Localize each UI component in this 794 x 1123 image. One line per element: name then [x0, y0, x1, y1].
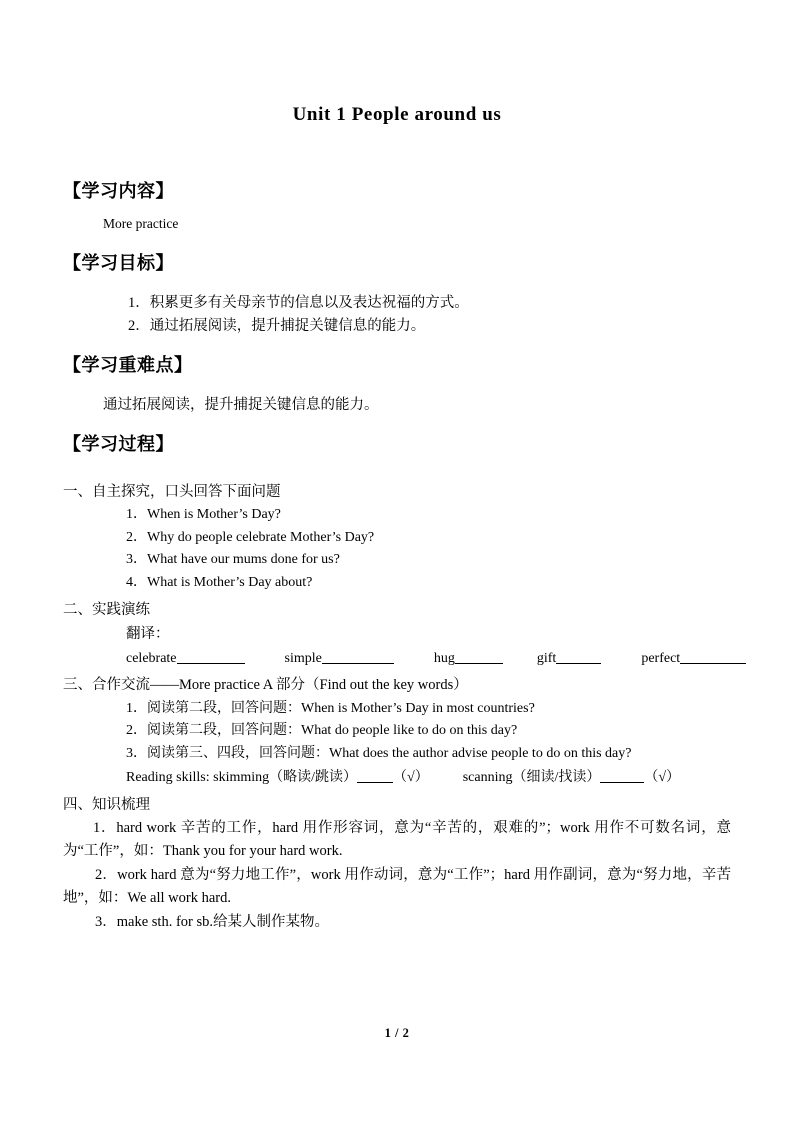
reading-skills-label: Reading skills: [126, 769, 210, 785]
reading-skill-skimming-cn: （略读/跳读） [269, 769, 358, 785]
translate-blank-simple[interactable] [322, 652, 394, 664]
part-one-question: 1．When is Mother’s Day? [126, 506, 281, 522]
translate-word-perfect: perfect [641, 650, 681, 666]
reading-skill-scanning-cn: （细读/找读） [512, 769, 601, 785]
page-title: Unit 1 People around us [292, 104, 502, 125]
part-three-question: 1．阅读第二段，回答问题：When is Mother’s Day in most countries? [126, 700, 535, 716]
section-heading-learning-goals: 【学习目标】 [63, 252, 174, 273]
part-one-question: 2．Why do people celebrate Mother’s Day? [126, 529, 375, 545]
part-four-item: 1．hard work 辛苦的工作，hard 用作形容词，意为“辛苦的，艰难的”；work 用作不可数名词，意为“工作”，如：Thank you for your hard work. [63, 819, 731, 860]
translate-word-celebrate: celebrate [126, 650, 177, 666]
part-two-heading: 二、实践演练 [63, 602, 150, 618]
learning-content-body: More practice [103, 216, 179, 232]
reading-skill-skimming: skimming [213, 769, 270, 785]
part-one-heading: 一、自主探究，口头回答下面问题 [63, 483, 281, 500]
section-heading-learning-content: 【学习内容】 [63, 180, 174, 201]
reading-skill-scanning: scanning [462, 769, 513, 785]
key-difficulties-body: 通过拓展阅读，提升捕捉关键信息的能力。 [103, 396, 379, 413]
translate-word-simple: simple [284, 650, 322, 666]
part-four-item: 2．work hard 意为“努力地工作”，work 用作动词，意为“工作”；hard 用作副词，意为“努力地，辛苦地”，如：We all work hard. [63, 866, 731, 907]
learning-goal-item: 2．通过拓展阅读，提升捕捉关键信息的能力。 [128, 317, 426, 334]
part-four-item: 3．make sth. for sb.给某人制作某物。 [95, 913, 329, 930]
learning-goal-item: 1．积累更多有关母亲节的信息以及表达祝福的方式。 [128, 295, 469, 312]
reading-skills-row [63, 766, 731, 790]
part-four-heading: 四、知识梳理 [63, 796, 150, 813]
document-body [63, 0, 731, 934]
translate-word-gift: gift [536, 650, 557, 666]
section-heading-learning-process: 【学习过程】 [63, 434, 174, 455]
translate-blank-gift[interactable] [556, 652, 601, 664]
translate-word-hug: hug [433, 650, 455, 666]
part-three-question: 2．阅读第二段，回答问题：What do people like to do on this day? [126, 723, 518, 739]
translate-blank-hug[interactable] [455, 652, 503, 664]
section-heading-key-difficulties: 【学习重难点】 [63, 355, 193, 376]
part-three-question: 3．阅读第三、四段，回答问题：What does the author advise people to do on this day? [126, 746, 632, 762]
translate-blank-perfect[interactable] [680, 652, 746, 664]
part-one-question: 3．What have our mums done for us? [126, 552, 340, 568]
page-footer: 1 / 2 [384, 1026, 410, 1040]
part-one-question: 4．What is Mother’s Day about? [126, 575, 313, 591]
reading-skill-skimming-blank[interactable] [357, 771, 393, 783]
reading-skill-skimming-check: （√） [393, 769, 429, 785]
reading-skill-scanning-blank[interactable] [600, 771, 644, 783]
reading-skill-scanning-check: （√） [644, 769, 681, 785]
translate-label: 翻译： [126, 626, 170, 643]
part-three-heading: 三、合作交流——More practice A 部分（Find out the key words） [63, 677, 468, 694]
translate-blank-celebrate[interactable] [177, 652, 245, 664]
translate-blanks-row [63, 647, 731, 672]
